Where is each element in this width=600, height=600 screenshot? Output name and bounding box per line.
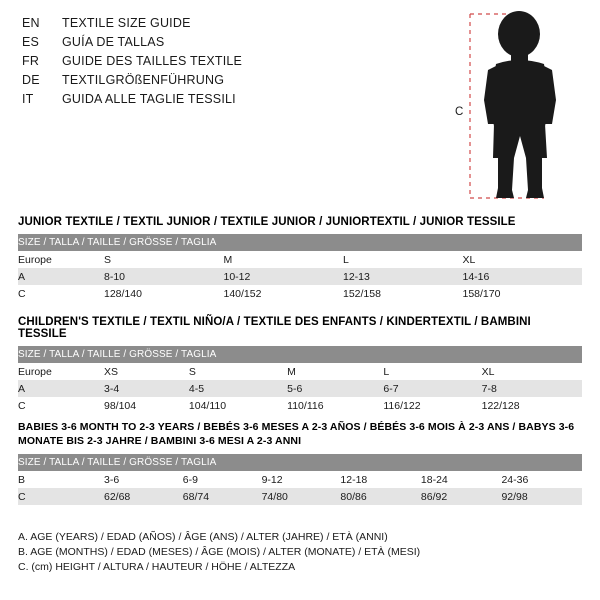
height-measure-label: C: [455, 106, 464, 118]
legend: [18, 530, 420, 575]
header-row-fr: [22, 54, 442, 73]
lang-code-de: DE: [22, 73, 40, 87]
cell: 6-9: [183, 471, 262, 488]
cell: 24-36: [501, 471, 582, 488]
cell: 10-12: [224, 268, 344, 285]
header-title-fr: GUIDE DES TAILLES TEXTILE: [62, 54, 243, 68]
section-children: [18, 316, 582, 414]
cell: 7-8: [482, 380, 582, 397]
cell: 18-24: [421, 471, 502, 488]
section-title-junior: JUNIOR TEXTILE / TEXTIL JUNIOR / TEXTILE JUNIOR / JUNIORTEXTIL / JUNIOR TESSILE: [18, 216, 516, 228]
cell: 9-12: [262, 471, 341, 488]
cell: 128/140: [104, 285, 224, 302]
language-header: [22, 16, 442, 111]
cell: 140/152: [224, 285, 344, 302]
cell: 74/80: [262, 488, 341, 505]
cell: S: [189, 363, 287, 380]
header-title-de: TEXTILGRÖßENFÜHRUNG: [62, 73, 225, 87]
row-label: B: [18, 471, 104, 488]
cell: S: [104, 251, 224, 268]
section-junior: [18, 216, 582, 302]
cell: 4-5: [189, 380, 287, 397]
cell: 92/98: [501, 488, 582, 505]
header-title-es: GUÍA DE TALLAS: [62, 35, 165, 49]
cell: XS: [104, 363, 189, 380]
cell: 98/104: [104, 397, 189, 414]
cell: 86/92: [421, 488, 502, 505]
child-silhouette: [452, 8, 582, 208]
cell: 62/68: [104, 488, 183, 505]
header-title-it: GUIDA ALLE TAGLIE TESSILI: [62, 92, 236, 106]
lang-code-es: ES: [22, 35, 40, 49]
table-row: [18, 380, 582, 397]
table-header-row: [18, 346, 582, 363]
table-row: [18, 488, 582, 505]
row-label: C: [18, 488, 104, 505]
header-row-it: [22, 92, 442, 111]
table-header-row: [18, 454, 582, 471]
legend-item-a: A. AGE (YEARS) / EDAD (AÑOS) / ÂGE (ANS) / ALTER (JAHRE) / ETÀ (ANNI): [18, 531, 388, 543]
row-label: A: [18, 268, 104, 285]
cell: 116/122: [383, 397, 481, 414]
table-row: [18, 285, 582, 302]
row-label: C: [18, 397, 104, 414]
legend-item-c: C. (cm) HEIGHT / ALTURA / HAUTEUR / HÖHE / ALTEZZA: [18, 561, 296, 573]
table-row: [18, 471, 582, 488]
section-title-children: CHILDREN'S TEXTILE / TEXTIL NIÑO/A / TEXTILE DES ENFANTS / KINDERTEXTIL / BAMBINI TESSILE: [18, 316, 531, 340]
row-label: A: [18, 380, 104, 397]
cell: 12-18: [340, 471, 421, 488]
cell: 12-13: [343, 268, 463, 285]
lang-code-en: EN: [22, 16, 40, 30]
table-row: [18, 397, 582, 414]
cell: 110/116: [287, 397, 383, 414]
cell: 5-6: [287, 380, 383, 397]
lang-code-it: IT: [22, 92, 34, 106]
cell: XL: [482, 363, 582, 380]
cell: 68/74: [183, 488, 262, 505]
cell: M: [287, 363, 383, 380]
table-header-label: SIZE / TALLA / TAILLE / GRÖSSE / TAGLIA: [18, 346, 582, 363]
header-row-es: [22, 35, 442, 54]
lang-code-fr: FR: [22, 54, 40, 68]
cell: M: [224, 251, 344, 268]
section-title-babies: BABIES 3-6 MONTH TO 2-3 YEARS / BEBÉS 3-6 MESES A 2-3 AÑOS / BÉBÉS 3-6 MOIS À 2-3 ANS / BABYS 3-6 MONATE BIS 2-3 JAHRE / BAMBINI 3-6 MESI A 2-3 ANNI: [18, 421, 575, 447]
cell: L: [343, 251, 463, 268]
cell: XL: [463, 251, 583, 268]
cell: 80/86: [340, 488, 421, 505]
header-row-en: [22, 16, 442, 35]
table-row: [18, 251, 582, 268]
cell: 3-4: [104, 380, 189, 397]
row-label: Europe: [18, 363, 104, 380]
cell: L: [383, 363, 481, 380]
section-babies: [18, 420, 582, 505]
table-row: [18, 268, 582, 285]
header-row-de: [22, 73, 442, 92]
cell: 122/128: [482, 397, 582, 414]
cell: 14-16: [463, 268, 583, 285]
table-header-label: SIZE / TALLA / TAILLE / GRÖSSE / TAGLIA: [18, 234, 582, 251]
size-table-junior: [18, 234, 582, 302]
row-label: C: [18, 285, 104, 302]
size-table-babies: [18, 454, 582, 505]
cell: 104/110: [189, 397, 287, 414]
header-title-en: TEXTILE SIZE GUIDE: [62, 16, 191, 30]
cell: 3-6: [104, 471, 183, 488]
table-header-row: [18, 234, 582, 251]
table-header-label: SIZE / TALLA / TAILLE / GRÖSSE / TAGLIA: [18, 454, 582, 471]
table-row: [18, 363, 582, 380]
cell: 152/158: [343, 285, 463, 302]
cell: 6-7: [383, 380, 481, 397]
size-table-children: [18, 346, 582, 414]
cell: 158/170: [463, 285, 583, 302]
legend-item-b: B. AGE (MONTHS) / EDAD (MESES) / ÂGE (MOIS) / ALTER (MONATE) / ETÀ (MESI): [18, 546, 421, 558]
cell: 8-10: [104, 268, 224, 285]
row-label: Europe: [18, 251, 104, 268]
